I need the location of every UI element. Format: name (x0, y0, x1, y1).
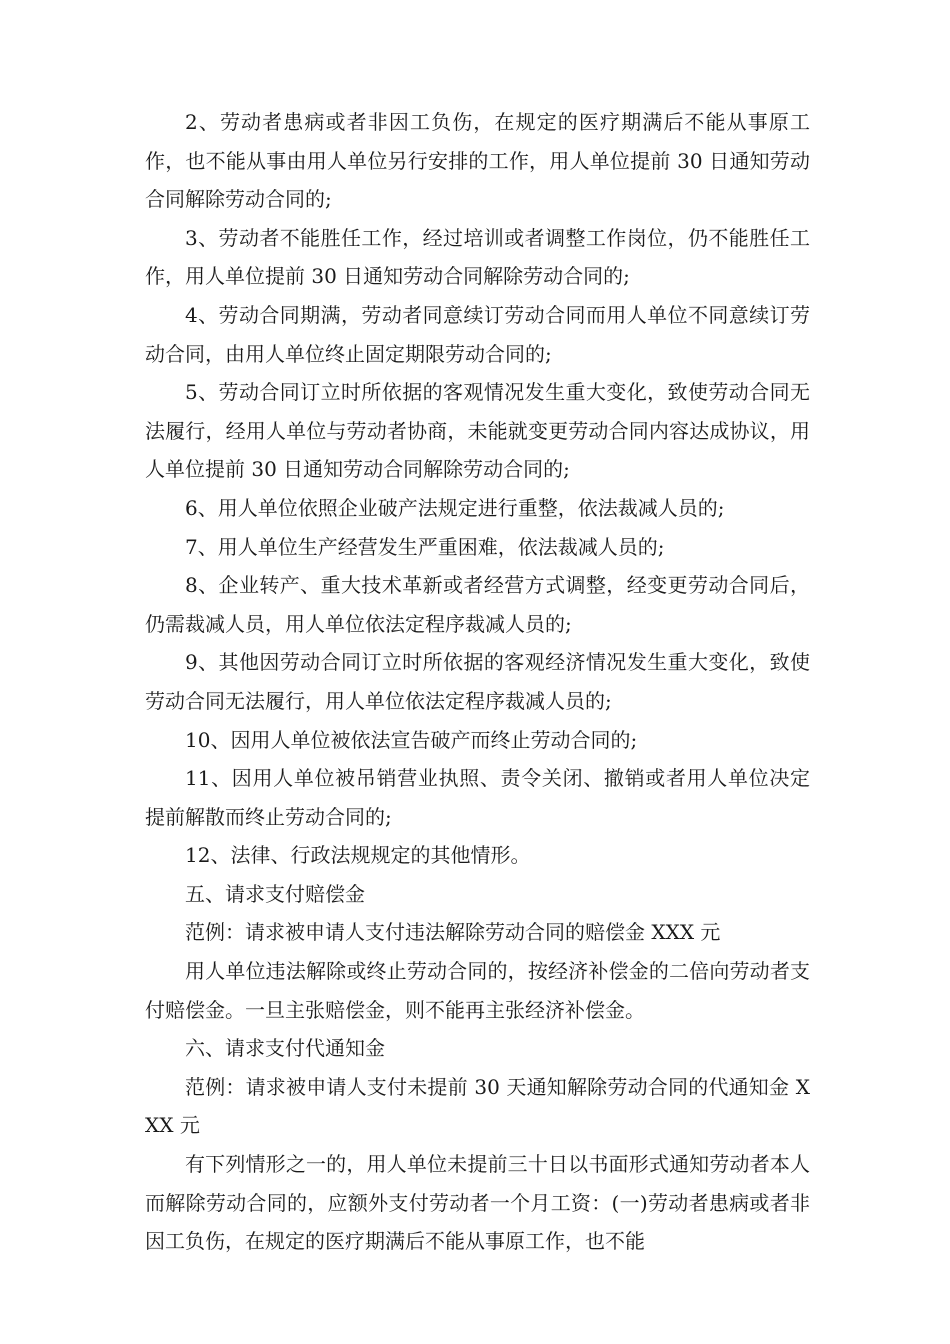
list-item-11: 11、因用人单位被吊销营业执照、责令关闭、撤销或者用人单位决定提前解散而终止劳动合同的; (145, 766, 810, 829)
section-heading-notice-pay: 六、请求支付代通知金 (185, 1036, 385, 1061)
explanation-notice-pay: 有下列情形之一的，用人单位未提前三十日以书面形式通知劳动者本人而解除劳动合同的，应额外支付劳动者一个月工资：(一)劳动者患病或者非因工负伤，在规定的医疗期满后不能从事原工作，也不能 (145, 1152, 810, 1254)
list-item-3: 3、劳动者不能胜任工作，经过培训或者调整工作岗位，仍不能胜任工作，用人单位提前 30 日通知劳动合同解除劳动合同的; (145, 225, 810, 289)
list-item-9: 9、其他因劳动合同订立时所依据的客观经济情况发生重大变化，致使劳动合同无法履行，用人单位依法定程序裁减人员的; (145, 650, 810, 713)
list-item-4: 4、劳动合同期满，劳动者同意续订劳动合同而用人单位不同意续订劳动合同，由用人单位终止固定期限劳动合同的; (145, 302, 810, 366)
section-heading-compensation: 五、请求支付赔偿金 (185, 881, 365, 906)
example-compensation: 范例：请求被申请人支付违法解除劳动合同的赔偿金 XXX 元 (185, 920, 721, 945)
explanation-compensation: 用人单位违法解除或终止劳动合同的，按经济补偿金的二倍向劳动者支付赔偿金。一旦主张赔偿金，则不能再主张经济补偿金。 (145, 959, 810, 1022)
list-item-12: 12、法律、行政法规规定的其他情形。 (185, 843, 531, 868)
example-notice-pay: 范例：请求被申请人支付未提前 30 天通知解除劳动合同的代通知金 XXX 元 (145, 1074, 810, 1138)
list-item-6: 6、用人单位依照企业破产法规定进行重整，依法裁减人员的; (185, 495, 725, 520)
list-item-7: 7、用人单位生产经营发生严重困难，依法裁减人员的; (185, 534, 665, 559)
list-item-5: 5、劳动合同订立时所依据的客观情况发生重大变化，致使劳动合同无法履行，经用人单位与劳动者协商，未能就变更劳动合同内容达成协议，用人单位提前 30 日通知劳动合同解除劳动合同的; (145, 380, 810, 482)
list-item-2: 2、劳动者患病或者非因工负伤，在规定的医疗期满后不能从事原工作，也不能从事由用人单位另行安排的工作，用人单位提前 30 日通知劳动合同解除劳动合同的; (145, 110, 810, 212)
list-item-10: 10、因用人单位被依法宣告破产而终止劳动合同的; (185, 727, 638, 752)
list-item-8: 8、企业转产、重大技术革新或者经营方式调整，经变更劳动合同后，仍需裁减人员，用人单位依法定程序裁减人员的; (145, 573, 810, 636)
document-page (145, 103, 810, 1261)
